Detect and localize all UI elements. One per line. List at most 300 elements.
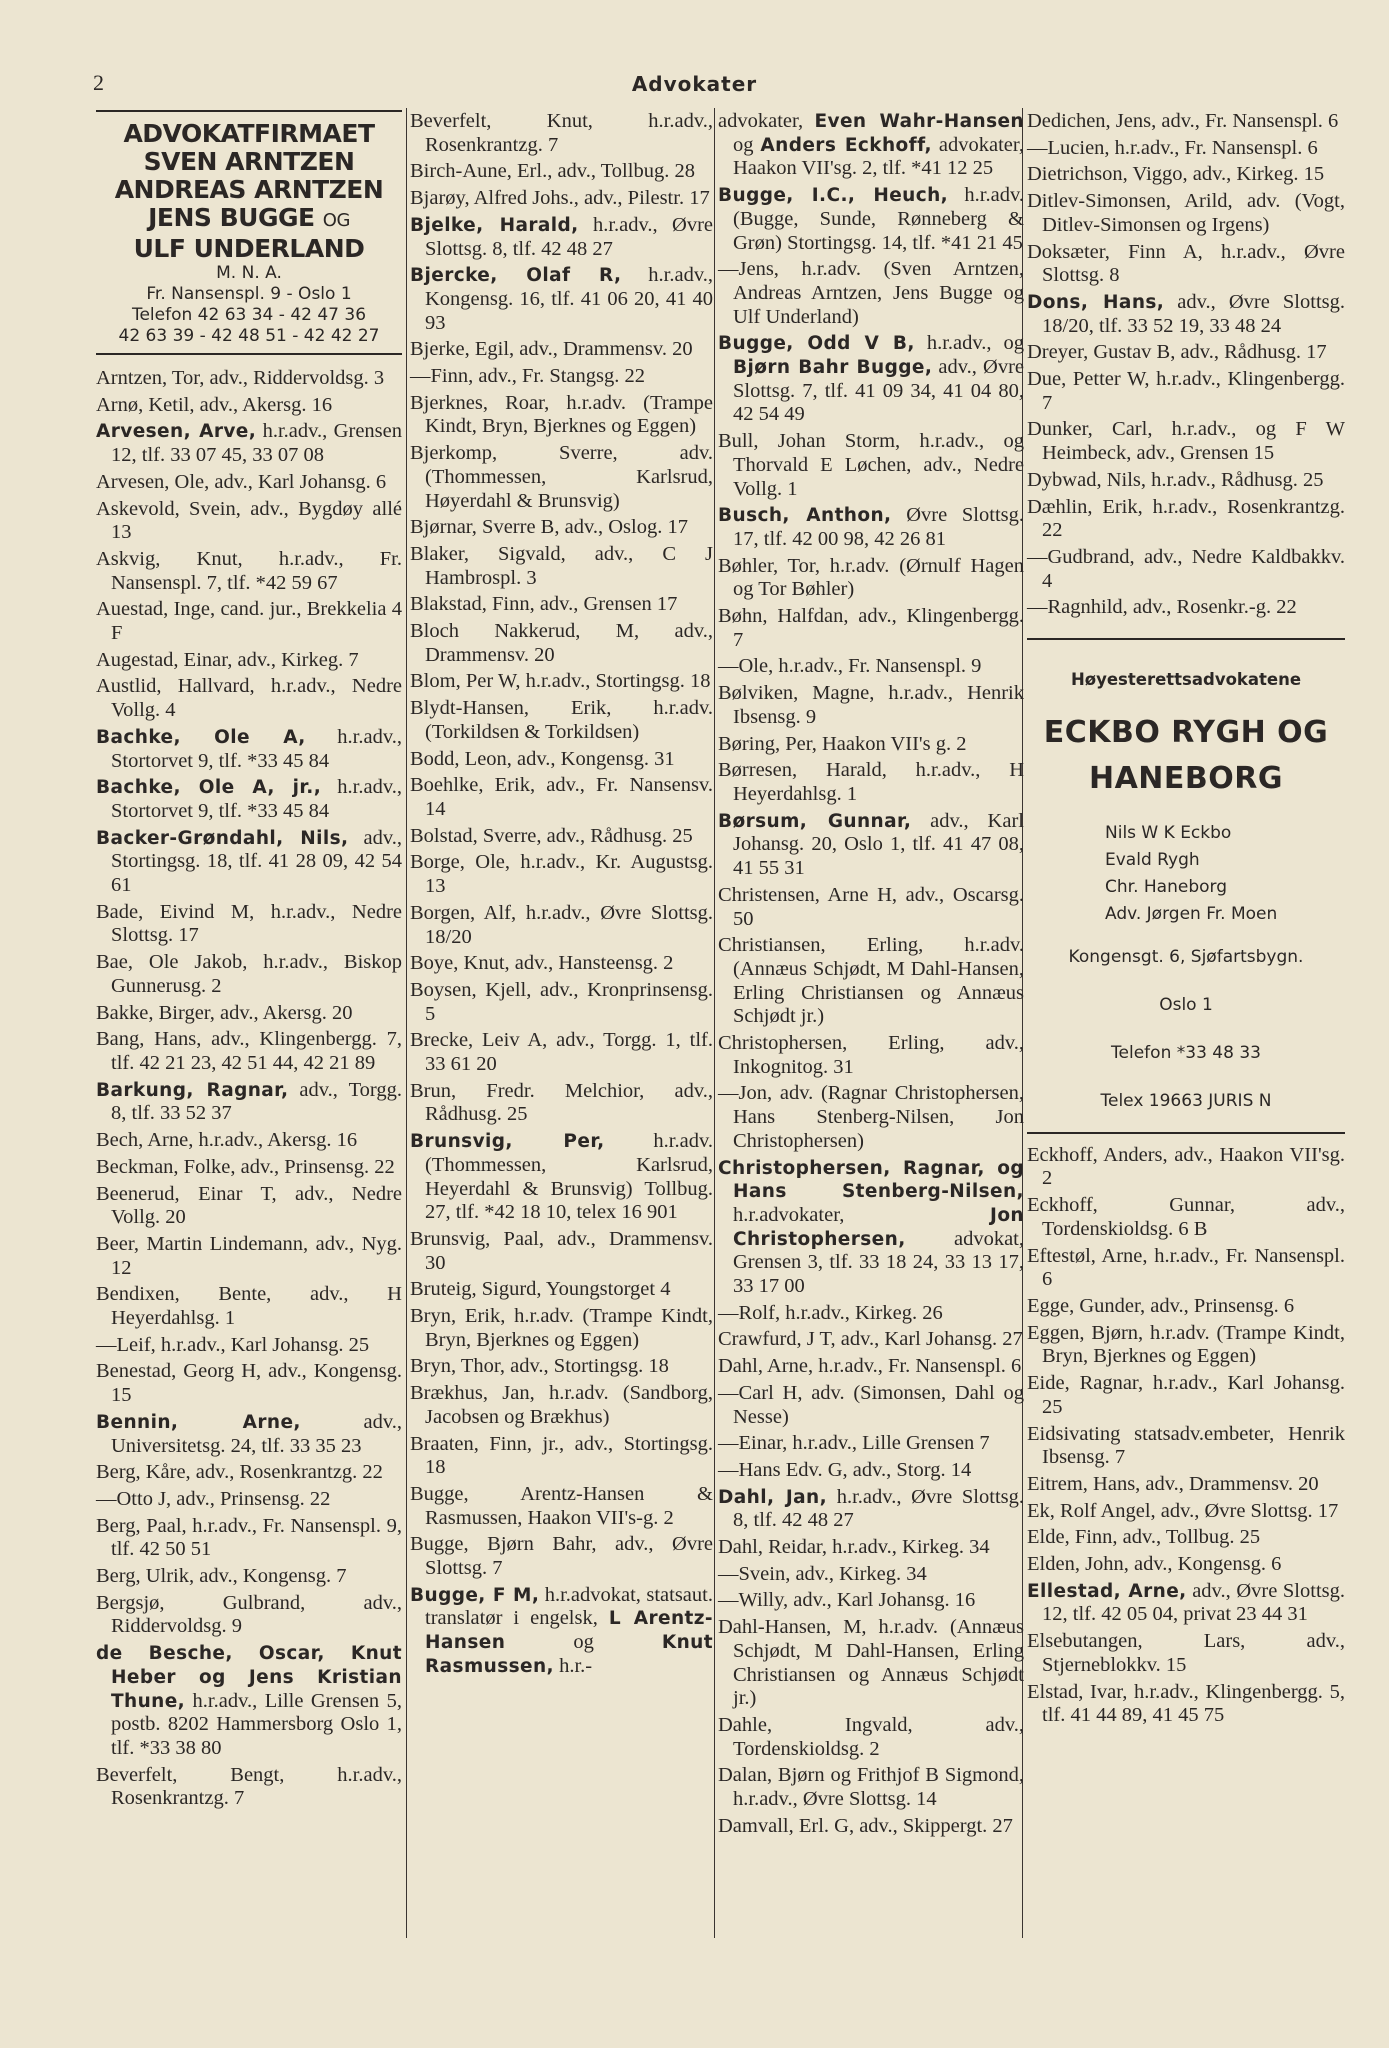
directory-entry	[96, 498, 402, 545]
ad-partner-line: SVEN ARNTZEN	[143, 147, 355, 176]
directory-entry	[410, 952, 713, 976]
entry-text: Auestad, Inge, cand. jur., Brekkelia 4 F	[96, 598, 402, 645]
directory-entry	[96, 1002, 402, 1026]
column-divider	[406, 108, 407, 1938]
entry-text: adv., Stortingsg. 18, tlf. 41 28 09, 42 54 61	[111, 826, 402, 897]
directory-entry	[96, 1129, 402, 1153]
directory-entry	[718, 1459, 1024, 1483]
ad-firm-line: ADVOKATFIRMAET	[123, 119, 375, 148]
directory-entry	[96, 1334, 402, 1358]
entry-text: Børing, Per, Haakon VII's g. 2	[718, 732, 967, 755]
directory-entry	[96, 1764, 402, 1811]
entry-name-bold: Arvesen, Arve,	[96, 421, 257, 443]
entry-text: Due, Petter W, h.r.adv., Klingenbergg. 7	[1027, 368, 1345, 414]
directory-entry	[718, 1589, 1024, 1613]
entry-text: Damvall, Erl. G, adv., Skippergt. 27	[718, 1814, 1013, 1837]
entry-text: Bjerke, Egil, adv., Drammensv. 20	[410, 338, 693, 361]
entry-text: Dunker, Carl, h.r.adv., og F W Heimbeck, adv., Grensen 15	[1027, 418, 1345, 465]
entry-text: Dæhlin, Erik, h.r.adv., Rosenkrantzg. 22	[1027, 495, 1345, 542]
directory-entry	[718, 1563, 1024, 1587]
directory-entry	[718, 1082, 1024, 1153]
directory-entry	[718, 1815, 1024, 1839]
directory-entry	[410, 1533, 713, 1580]
entry-text: Dahl, Arne, h.r.adv., Fr. Nansenspl. 6	[718, 1355, 1022, 1378]
entry-list	[1027, 110, 1345, 620]
directory-entry	[410, 1029, 713, 1076]
entry-text: Bloch Nakkerud, M, adv., Drammensv. 20	[410, 620, 713, 666]
ad-partner: Chr. Haneborg	[1105, 876, 1227, 897]
directory-entry	[410, 620, 713, 667]
directory-entry	[410, 516, 713, 540]
entry-text: Brun, Fredr. Melchior, adv., Rådhusg. 25	[410, 1079, 713, 1126]
entry-text: Egge, Gunder, adv., Prinsensg. 6	[1027, 1294, 1295, 1317]
entry-text: Bech, Arne, h.r.adv., Akersg. 16	[96, 1129, 358, 1152]
entry-list	[718, 110, 1024, 1839]
entry-name-bold: Bjørn Bahr Bugge,	[733, 357, 933, 379]
page-number: 2	[93, 70, 104, 95]
ad-bottom-rule	[96, 353, 402, 355]
entry-text: h.r.adv., Øvre Slottsg. 8, tlf. 42 48 27	[733, 1485, 1024, 1532]
directory-entry	[410, 214, 713, 261]
entry-name-bold: Bugge, I.C., Heuch,	[718, 185, 949, 207]
directory-entry	[96, 1233, 402, 1280]
directory-entry	[1027, 1245, 1345, 1292]
entry-text: Beer, Martin Lindemann, adv., Nyg. 12	[96, 1232, 402, 1279]
directory-entry	[96, 1283, 402, 1330]
entry-name-bold: Bjercke, Olaf R,	[410, 265, 622, 287]
directory-entry	[718, 759, 1024, 806]
directory-entry	[410, 110, 713, 157]
entry-text: Boysen, Kjell, adv., Kronprinsensg. 5	[410, 978, 713, 1025]
directory-entry	[96, 649, 402, 673]
entry-text: Beverfelt, Knut, h.r.adv., Rosenkrantzg. 7	[410, 110, 713, 156]
directory-entry	[410, 338, 713, 362]
entry-text: Dahl-Hansen, M, h.r.adv. (Annæus Schjødt, M Dahl-Hansen, Erling Christiansen og Annæus Schjødt jr.)	[718, 1616, 1024, 1710]
ad-firm-name: HANEBORG	[1088, 760, 1284, 796]
entry-text: —Lucien, h.r.adv., Fr. Nansenspl. 6	[1027, 136, 1318, 159]
entry-text: Bendixen, Bente, adv., H Heyerdahlsg. 1	[96, 1283, 402, 1330]
directory-entry	[1027, 1580, 1345, 1627]
entry-name-bold: Brunsvig, Per,	[410, 1131, 605, 1153]
column-2	[410, 110, 713, 1682]
entry-name-bold: Børsum, Gunnar,	[718, 810, 912, 832]
ad-address: Kongensgt. 6, Sjøfartsbygn.	[1068, 946, 1304, 967]
directory-entry	[96, 776, 402, 823]
entry-text: Christensen, Arne H, adv., Oscarsg. 50	[718, 883, 1024, 930]
entry-text: Bjørnar, Sverre B, adv., Oslog. 17	[410, 516, 688, 539]
directory-entry	[410, 1483, 713, 1530]
directory-entry	[1027, 1423, 1345, 1470]
entry-text: Bang, Hans, adv., Klingenbergg. 7, tlf. 42 21 23, 42 51 44, 42 21 89	[96, 1028, 402, 1074]
directory-entry	[1027, 1630, 1345, 1677]
entry-list	[410, 110, 713, 1679]
entry-text: —Rolf, h.r.adv., Kirkeg. 26	[718, 1301, 943, 1324]
directory-entry	[410, 392, 713, 439]
entry-text: Christiansen, Erling, h.r.adv. (Annæus Schjødt, M Dahl-Hansen, Erling Christiansen og Annæus Schjødt jr.)	[718, 934, 1024, 1028]
directory-entry	[718, 1328, 1024, 1352]
entry-text: Bjerkomp, Sverre, adv. (Thommessen, Karlsrud, Høyerdahl & Brunsvig)	[410, 442, 713, 512]
directory-entry	[96, 1028, 402, 1075]
entry-text: Berg, Ulrik, adv., Kongensg. 7	[96, 1565, 347, 1588]
entry-text: Braaten, Finn, jr., adv., Stortingsg. 18	[410, 1432, 713, 1479]
entry-text: h.r.advokat, statsaut. translatør i engelsk,	[425, 1583, 713, 1630]
entry-text: Berg, Kåre, adv., Rosenkrantzg. 22	[96, 1461, 383, 1484]
entry-text: og	[505, 1631, 662, 1654]
directory-entry	[96, 951, 402, 998]
directory-entry	[1027, 291, 1345, 338]
entry-text: Eckhoff, Anders, adv., Haakon VII'sg. 2	[1027, 1143, 1345, 1190]
entry-name-bold: Dons, Hans,	[1027, 291, 1165, 313]
directory-entry	[410, 670, 713, 694]
entry-text: adv., Øvre Slottsg. 18/20, tlf. 33 52 19, 33 48 24	[1042, 290, 1345, 337]
entry-text: advokater,	[718, 110, 815, 132]
entry-text: —Gudbrand, adv., Nedre Kaldbakkv. 4	[1027, 545, 1345, 592]
directory-entry	[1027, 190, 1345, 237]
entry-text: —Einar, h.r.adv., Lille Grensen 7	[718, 1432, 990, 1455]
directory-entry	[410, 187, 713, 211]
directory-entry	[1027, 341, 1345, 365]
directory-entry	[96, 1183, 402, 1230]
entry-text: Askevold, Svein, adv., Bygdøy allé 13	[96, 497, 402, 544]
entry-text: h.r.advokater,	[733, 1203, 991, 1226]
entry-name-bold: Even Wahr-Hansen	[814, 111, 1025, 132]
directory-entry	[1027, 1322, 1345, 1369]
entry-text: Bruteig, Sigurd, Youngstorget 4	[410, 1278, 671, 1301]
ad-phone: 42 63 39 - 42 48 51 - 42 42 27	[118, 326, 380, 346]
entry-text: Bryn, Thor, adv., Stortingsg. 18	[410, 1355, 669, 1378]
directory-entry	[718, 184, 1024, 255]
entry-text: Benestad, Georg H, adv., Kongensg. 15	[96, 1360, 402, 1407]
entry-text: Ek, Rolf Angel, adv., Øvre Slottsg. 17	[1027, 1499, 1339, 1522]
entry-text: h.r.adv., og	[914, 332, 1024, 355]
entry-text: —Ragnhild, adv., Rosenkr.-g. 22	[1027, 596, 1297, 619]
directory-entry	[96, 726, 402, 773]
entry-text: Brækhus, Jan, h.r.adv. (Sandborg, Jacobsen og Brækhus)	[410, 1382, 713, 1428]
entry-name-bold: L Arentz-Hansen	[425, 1608, 714, 1654]
entry-name-bold: Barkung, Ragnar,	[96, 1079, 289, 1101]
directory-entry	[1027, 1144, 1345, 1191]
directory-entry	[96, 394, 402, 418]
directory-entry	[410, 593, 713, 617]
directory-entry	[1027, 110, 1345, 134]
directory-entry	[410, 979, 713, 1026]
directory-entry	[718, 682, 1024, 729]
entry-name-bold: Ellestad, Arne,	[1027, 1580, 1187, 1602]
entry-name-bold: Bjelke, Harald,	[410, 214, 579, 236]
entry-text: Bugge, Bjørn Bahr, adv., Øvre Slottsg. 7	[410, 1533, 713, 1580]
directory-entry	[410, 1584, 713, 1679]
directory-entry	[410, 902, 713, 949]
ad-heading: Høyesterettsadvokatene	[1070, 670, 1302, 690]
entry-text: Brunsvig, Paal, adv., Drammensv. 30	[410, 1227, 713, 1274]
ad-partner-line: ANDREAS ARNTZEN	[114, 175, 384, 204]
directory-entry	[410, 1433, 713, 1480]
ad-og: OG	[322, 210, 350, 231]
ad-phone: Telefon 42 63 34 - 42 47 36	[131, 305, 367, 325]
entry-text: Borge, Ole, h.r.adv., Kr. Augustsg. 13	[410, 851, 713, 898]
directory-entry	[96, 471, 402, 495]
entry-text: Doksæter, Finn A, h.r.adv., Øvre Slottsg. 8	[1027, 240, 1345, 287]
directory-entry	[1027, 368, 1345, 415]
entry-text: Boehlke, Erik, adv., Fr. Nansensv. 14	[410, 774, 713, 820]
entry-text: adv., Karl Johansg. 20, Oslo 1, tlf. 41 47 08, 41 55 31	[733, 809, 1024, 880]
entry-text: Crawfurd, J T, adv., Karl Johansg. 27	[718, 1328, 1023, 1351]
entry-text: Askvig, Knut, h.r.adv., Fr. Nansenspl. 7, tlf. *42 59 67	[96, 547, 402, 594]
ad-firm-name: ECKBO RYGH OG	[1043, 714, 1329, 750]
entry-text: Bjarøy, Alfred Johs., adv., Pilestr. 17	[410, 187, 710, 210]
ad-top-rule	[1027, 638, 1345, 640]
directory-entry	[410, 160, 713, 184]
directory-entry	[96, 420, 402, 467]
directory-entry	[96, 598, 402, 645]
ad-partner-line: ULF UNDERLAND	[133, 234, 365, 263]
entry-text: Blom, Per W, h.r.adv., Stortingsg. 18	[410, 670, 711, 693]
entry-text: adv., Øvre Slottsg. 7, tlf. 41 09 34, 41 04 80, 42 54 49	[733, 356, 1024, 426]
directory-entry	[96, 367, 402, 391]
directory-entry	[718, 555, 1024, 602]
directory-entry	[718, 258, 1024, 329]
directory-entry	[96, 1360, 402, 1407]
directory-entry	[718, 934, 1024, 1029]
entry-text: h.r.adv., Stortorvet 9, tlf. *33 45 84	[111, 776, 402, 822]
directory-entry	[1027, 1372, 1345, 1419]
directory-entry	[718, 504, 1024, 551]
directory-entry	[718, 884, 1024, 931]
entry-text: Dahle, Ingvald, adv., Tordenskioldsg. 2	[718, 1714, 1024, 1760]
entry-text: —Finn, adv., Fr. Stangsg. 22	[410, 365, 646, 388]
directory-entry	[96, 1488, 402, 1512]
entry-name-bold: Bachke, Ole A,	[96, 726, 306, 748]
directory-entry	[718, 110, 1024, 181]
entry-text: h.r.adv., Grensen 12, tlf. 33 07 45, 33 07 08	[111, 420, 402, 467]
entry-name-bold: Dahl, Jan,	[718, 1486, 827, 1508]
entry-text: Elstad, Ivar, h.r.adv., Klingenbergg. 5, tlf. 41 44 89, 41 45 75	[1027, 1680, 1345, 1727]
entry-name-bold: Jon Christophersen,	[733, 1204, 1024, 1250]
ad-telex: Telex 19663 JURIS N	[1100, 1090, 1272, 1111]
entry-text: h.r.adv., Kongensg. 16, tlf. 41 06 20, 41 40 93	[425, 264, 713, 334]
entry-text: Bjerknes, Roar, h.r.adv. (Trampe Kindt, Bryn, Bjerknes og Eggen)	[410, 391, 713, 438]
entry-name-bold: Bennin, Arne,	[96, 1411, 301, 1433]
entry-text: Eitrem, Hans, adv., Drammensv. 20	[1027, 1472, 1319, 1495]
entry-text: Arvesen, Ole, adv., Karl Johansg. 6	[96, 470, 387, 493]
directory-entry	[718, 1764, 1024, 1811]
entry-text: —Carl H, adv. (Simonsen, Dahl og Nesse)	[718, 1381, 1024, 1428]
entry-text: Elden, John, adv., Kongensg. 6	[1027, 1553, 1282, 1576]
directory-entry	[1027, 596, 1345, 620]
entry-name-bold: de Besche, Oscar, Knut Heber og Jens Kristian Thune,	[96, 1643, 402, 1712]
directory-entry	[96, 1411, 402, 1458]
entry-name-bold: Anders Eckhoff,	[760, 134, 932, 156]
entry-text: adv., Torgg. 8, tlf. 33 52 37	[111, 1078, 402, 1125]
directory-entry	[410, 1305, 713, 1352]
directory-entry	[410, 1130, 713, 1225]
directory-entry	[410, 365, 713, 389]
entry-text: Bade, Eivind M, h.r.adv., Nedre Slottsg. 17	[96, 900, 402, 947]
entry-text: Bolstad, Sverre, adv., Rådhusg. 25	[410, 824, 693, 847]
entry-text: adv., Universitetsg. 24, tlf. 33 35 23	[111, 1410, 402, 1457]
entry-text: Birch-Aune, Erl., adv., Tollbug. 28	[410, 160, 695, 183]
directory-entry	[96, 1461, 402, 1485]
directory-entry	[718, 1486, 1024, 1533]
directory-entry	[96, 675, 402, 722]
entry-text: Arntzen, Tor, adv., Riddervoldsg. 3	[96, 367, 385, 389]
entry-text: Børresen, Harald, h.r.adv., H Heyerdahlsg. 1	[718, 759, 1024, 805]
directory-entry	[410, 1382, 713, 1429]
entry-name-bold: Busch, Anthon,	[718, 505, 892, 527]
directory-entry	[718, 1032, 1024, 1079]
entry-text: Dietrichson, Viggo, adv., Kirkeg. 15	[1027, 163, 1325, 186]
entry-name-bold: Knut Rasmussen,	[425, 1632, 713, 1677]
directory-entry	[96, 548, 402, 595]
ad-bottom-rule	[1027, 1132, 1345, 1134]
page-title: Advokater	[631, 72, 758, 96]
directory-entry	[1027, 163, 1345, 187]
entry-text: Beenerud, Einar T, adv., Nedre Vollg. 20	[96, 1182, 402, 1229]
entry-text: h.r.adv. (Thommessen, Karlsrud, Heyerdahl & Brunsvig) Tollbug. 27, tlf. *42 18 10, telex 16 901	[425, 1130, 714, 1224]
column-divider	[714, 108, 715, 1938]
directory-entry	[718, 1432, 1024, 1456]
entry-text: Austlid, Hallvard, h.r.adv., Nedre Vollg. 4	[96, 675, 402, 722]
entry-text: Dybwad, Nils, h.r.adv., Rådhusg. 25	[1027, 468, 1324, 491]
directory-entry	[1027, 137, 1345, 161]
entry-text: Bøhn, Halfdan, adv., Klingenbergg. 7	[718, 605, 1024, 651]
directory-entry	[718, 655, 1024, 679]
entry-text: Dalan, Bjørn og Frithjof B Sigmond, h.r.adv., Øvre Slottsg. 14	[718, 1764, 1024, 1811]
entry-text: —Leif, h.r.adv., Karl Johansg. 25	[96, 1333, 370, 1356]
ad-city: Oslo 1	[1159, 994, 1213, 1015]
directory-entry	[410, 1228, 713, 1275]
directory-entry	[1027, 1553, 1345, 1577]
directory-entry	[96, 1515, 402, 1562]
directory-entry	[1027, 1473, 1345, 1497]
entry-name-bold: Bugge, F M,	[410, 1584, 540, 1606]
directory-entry	[1027, 546, 1345, 593]
entry-name-bold: Backer-Grøndahl, Nils,	[96, 827, 349, 849]
entry-name-bold: Bachke, Ole A, jr.,	[96, 777, 322, 799]
entry-text: Elde, Finn, adv., Tollbug. 25	[1027, 1526, 1261, 1549]
ad-partner-line: JENS BUGGE OG	[148, 203, 350, 232]
entry-text: Boye, Knut, adv., Hansteensg. 2	[410, 952, 674, 975]
entry-list	[1027, 1144, 1345, 1728]
directory-entry	[96, 1642, 402, 1761]
entry-text: Ditlev-Simonsen, Arild, adv. (Vogt, Ditlev-Simonsen og Irgens)	[1027, 190, 1345, 236]
entry-text: Dedichen, Jens, adv., Fr. Nansenspl. 6	[1027, 110, 1339, 132]
entry-text: Augestad, Einar, adv., Kirkeg. 7	[96, 648, 359, 671]
ad-arntzen	[96, 112, 402, 353]
entry-text: Bryn, Erik, h.r.adv. (Trampe Kindt, Bryn, Bjerknes og Eggen)	[410, 1305, 713, 1351]
ad-phone: Telefon *33 48 33	[1111, 1042, 1261, 1063]
entry-name-bold: Bugge, Odd V B,	[718, 333, 915, 355]
entry-name-bold: Christophersen, Ragnar, og Hans Stenberg-Nilsen,	[718, 1157, 1024, 1203]
entry-text: Blakstad, Finn, adv., Grensen 17	[410, 593, 678, 616]
column-1	[96, 110, 402, 1814]
entry-text: Berg, Paal, h.r.adv., Fr. Nansenspl. 9, tlf. 42 50 51	[96, 1514, 402, 1561]
entry-text: Bodd, Leon, adv., Kongensg. 31	[410, 747, 675, 770]
directory-entry	[410, 748, 713, 772]
entry-text: h.r.adv. (Bugge, Sunde, Rønneberg & Grøn) Stortingsg. 14, tlf. *41 21 45	[733, 184, 1024, 254]
directory-entry	[1027, 418, 1345, 465]
ad-partners	[1027, 820, 1345, 928]
entry-text: h.r.-	[553, 1654, 593, 1677]
entry-text: h.r.adv., Lille Grensen 5, postb. 8202 Hammersborg Oslo 1, tlf. *33 38 80	[111, 1689, 402, 1759]
entry-text: —Jon, adv. (Ragnar Christophersen, Hans Stenberg-Nilsen, Jon Christophersen)	[718, 1082, 1024, 1152]
entry-text: Dahl, Reidar, h.r.adv., Kirkeg. 34	[718, 1536, 990, 1559]
directory-entry	[1027, 1526, 1345, 1550]
entry-text: Elsebutangen, Lars, adv., Stjerneblokkv. 15	[1027, 1630, 1345, 1676]
entry-text: Bølviken, Magne, h.r.adv., Henrik Ibsensg. 9	[718, 682, 1024, 728]
directory-entry	[96, 901, 402, 948]
ad-partner: Nils W K Eckbo	[1105, 822, 1232, 843]
entry-text: Brecke, Leiv A, adv., Torgg. 1, tlf. 33 61 20	[410, 1029, 713, 1076]
entry-text: —Otto J, adv., Prinsensg. 22	[96, 1487, 331, 1510]
entry-text: Bugge, Arentz-Hansen & Rasmussen, Haakon VII's-g. 2	[410, 1482, 713, 1529]
directory-entry	[718, 1302, 1024, 1326]
entry-text: og	[733, 133, 761, 156]
directory-entry	[410, 825, 713, 849]
entry-text: Bergsjø, Gulbrand, adv., Riddervoldsg. 9	[96, 1591, 402, 1638]
entry-text: —Svein, adv., Kirkeg. 34	[718, 1562, 927, 1585]
directory-entry	[718, 605, 1024, 652]
directory-entry	[410, 264, 713, 335]
entry-list	[96, 367, 402, 1811]
directory-entry	[1027, 1295, 1345, 1319]
entry-text: —Ole, h.r.adv., Fr. Nansenspl. 9	[718, 655, 982, 678]
entry-text: Beverfelt, Bengt, h.r.adv., Rosenkrantzg. 7	[96, 1763, 402, 1810]
entry-text: advokater, Haakon VII'sg. 2, tlf. *41 12 25	[733, 133, 1025, 180]
directory-entry	[718, 1382, 1024, 1429]
directory-entry	[410, 774, 713, 821]
entry-text: Bull, Johan Storm, h.r.adv., og Thorvald E Løchen, adv., Nedre Vollg. 1	[718, 430, 1024, 500]
entry-text: Christophersen, Erling, adv., Inkognitog. 31	[718, 1032, 1024, 1078]
directory-entry	[96, 1079, 402, 1126]
ad-mna: M. N. A.	[216, 263, 282, 283]
entry-text: Dreyer, Gustav B, adv., Rådhusg. 17	[1027, 341, 1327, 364]
column-4	[1027, 110, 1345, 1731]
entry-text: Eggen, Bjørn, h.r.adv. (Trampe Kindt, Bryn, Bjerknes og Eggen)	[1027, 1321, 1345, 1368]
directory-entry	[1027, 241, 1345, 288]
entry-text: Eide, Ragnar, h.r.adv., Karl Johansg. 25	[1027, 1372, 1345, 1418]
entry-text: Beckman, Folke, adv., Prinsensg. 22	[96, 1155, 395, 1178]
directory-entry	[96, 827, 402, 898]
directory-entry	[1027, 1681, 1345, 1728]
directory-entry	[410, 543, 713, 590]
entry-text: Arnø, Ketil, adv., Akersg. 16	[96, 393, 333, 416]
directory-entry	[410, 1278, 713, 1302]
entry-text: Øvre Slottsg. 17, tlf. 42 00 98, 42 26 81	[733, 504, 1024, 550]
entry-text: h.r.adv., Stortorvet 9, tlf. *33 45 84	[111, 725, 402, 772]
entry-text: —Willy, adv., Karl Johansg. 16	[718, 1589, 976, 1612]
entry-text: Blydt-Hansen, Erik, h.r.adv. (Torkildsen & Torkildsen)	[410, 697, 713, 743]
entry-text: Eckhoff, Gunnar, adv., Tordenskioldsg. 6 B	[1027, 1194, 1345, 1240]
ad-partner: Adv. Jørgen Fr. Moen	[1105, 903, 1278, 924]
entry-text: —Jens, h.r.adv. (Sven Arntzen, Andreas Arntzen, Jens Bugge og Ulf Underland)	[718, 258, 1024, 328]
directory-entry	[1027, 1194, 1345, 1241]
directory-entry	[718, 1714, 1024, 1761]
directory-entry	[410, 1355, 713, 1379]
entry-text: Eidsivating statsadv.embeter, Henrik Ibsensg. 7	[1027, 1422, 1345, 1469]
directory-entry	[718, 332, 1024, 427]
entry-text: adv., Øvre Slottsg. 12, tlf. 42 05 04, privat 23 44 31	[1042, 1579, 1345, 1626]
directory-entry	[96, 1156, 402, 1180]
directory-entry	[410, 697, 713, 744]
directory-entry	[410, 442, 713, 513]
directory-entry	[1027, 496, 1345, 543]
ad-partner: Evald Rygh	[1105, 849, 1200, 870]
entry-text: Bakke, Birger, adv., Akersg. 20	[96, 1001, 353, 1024]
ad-eckbo	[1027, 668, 1345, 1120]
directory-entry	[1027, 469, 1345, 493]
column-3	[718, 110, 1024, 1842]
